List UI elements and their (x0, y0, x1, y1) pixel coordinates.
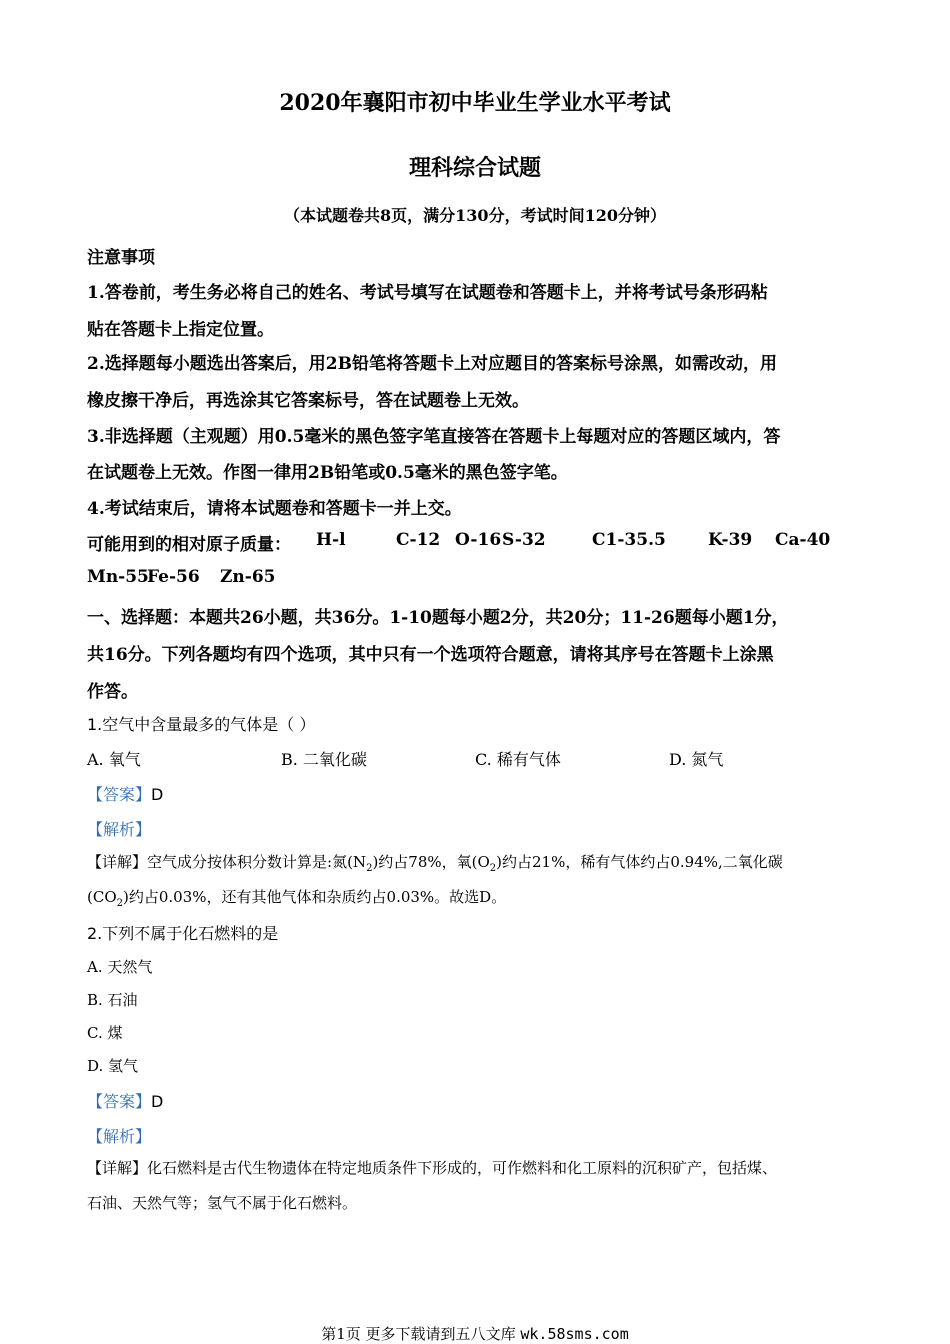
q1-detail-tag: 【详解】 (87, 853, 148, 871)
footer-site-link[interactable]: wk.58sms.com (520, 1325, 629, 1343)
section1-line2: 共16分。下列各题均有四个选项，其中只有一个选项符合题意，请将其序号在答题卡上涂黑 (87, 645, 774, 665)
q2-stem (87, 921, 278, 944)
q1-option-d: D. 氮气 (669, 750, 724, 769)
q1-answer-tag: 【答案】 (87, 785, 152, 804)
q1-option-b: B. 二氧化碳 (281, 750, 367, 769)
section1-line1: 一、选择题：本题共26小题，共36分。1-10题每小题2分，共20分；11-26题每小题1分， (87, 608, 789, 628)
exam-title: 2020年襄阳市初中毕业生学业水平考试 (279, 90, 671, 116)
q2-detail-line1 (87, 1157, 777, 1178)
atomic-s: S-32 (502, 530, 546, 550)
q1-detail-line2 (87, 886, 506, 909)
atomic-c: C-12 (396, 530, 441, 550)
q2-option-d: D. 氢气 (87, 1057, 139, 1075)
atomic-o: O-16 (455, 530, 502, 550)
exam-note: （本试题卷共8页，满分130分，考试时间120分钟） (284, 206, 666, 225)
q1-detail-text-a: 空气成分按体积分数计算是:氮(N (147, 853, 367, 871)
notice-item2-line2: 橡皮擦干净后，再选涂其它答案标号，答在试题卷上无效。 (87, 391, 529, 411)
atomic-h: H-l (316, 530, 346, 550)
q2-option-a: A. 天然气 (87, 958, 153, 976)
q1-option-c: C. 稀有气体 (475, 750, 561, 769)
notice-item4: 4.考试结束后，请将本试题卷和答题卡一并上交。 (87, 499, 462, 519)
q1-detail-text-c: )约占78%，氧(O (372, 853, 490, 871)
atomic-zn: Zn-65 (220, 567, 276, 587)
q2-number: 2. (87, 924, 103, 943)
q1-detail2-text-c: )约占0.03%，还有其他气体和杂质约占0.03%。故选D。 (123, 888, 507, 906)
atomic-cl: C1-35.5 (592, 530, 666, 550)
q2-stem-text: 下列不属于化石燃料的是 (102, 924, 279, 943)
atomic-k: K-39 (708, 530, 753, 550)
q2-detail-text: 化石燃料是古代生物遗体在特定地质条件下形成的，可作燃料和化工原料的沉积矿产，包括煤、 (147, 1159, 778, 1177)
q1-answer (87, 782, 163, 805)
q1-stem-text: 空气中含量最多的气体是（ ） (102, 715, 316, 734)
q2-detail-tag: 【详解】 (87, 1159, 148, 1177)
exam-subtitle: 理科综合试题 (408, 155, 541, 181)
atomic-mn: Mn-55 (87, 567, 149, 587)
q2-detail-line2: 石油、天然气等；氢气不属于化石燃料。 (87, 1194, 358, 1212)
q1-option-a: A. 氧气 (87, 750, 141, 769)
q1-detail-sub-o2: 2 (489, 863, 497, 874)
q2-answer-value: D (151, 1092, 164, 1111)
notice-heading: 注意事项 (87, 248, 155, 268)
notice-item3-line2: 在试题卷上无效。作图一律用2B铅笔或0.5毫米的黑色签字笔。 (87, 463, 568, 483)
page-footer (0, 1323, 950, 1344)
notice-item1-line1: 1.答卷前，考生务必将自己的姓名、考试号填写在试题卷和答题卡上，并将考试号条形码粘 (87, 283, 768, 303)
q1-answer-value: D (151, 785, 164, 804)
q2-answer-tag: 【答案】 (87, 1092, 152, 1111)
q1-analysis-tag: 【解析】 (87, 820, 152, 839)
q2-analysis-tag: 【解析】 (87, 1127, 152, 1146)
notice-item1-line2: 贴在答题卡上指定位置。 (87, 320, 274, 340)
q2-option-c: C. 煤 (87, 1024, 123, 1042)
q1-number: 1. (87, 715, 103, 734)
q2-option-b: B. 石油 (87, 991, 138, 1009)
q1-stem (87, 712, 315, 735)
q1-detail-sub-n2: 2 (366, 863, 373, 874)
atomic-ca: Ca-40 (775, 530, 831, 550)
q1-detail2-sub-co2: 2 (116, 898, 124, 909)
atomic-line1 (87, 530, 291, 555)
atomic-fe: Fe-56 (147, 567, 200, 587)
footer-page-text: 第1页 更多下载请到五八文库 (321, 1325, 516, 1343)
atomic-label: 可能用到的相对原子质量： (87, 535, 291, 555)
notice-item2-line1: 2.选择题每小题选出答案后，用2B铅笔将答题卡上对应题目的答案标号涂黑，如需改动，用 (87, 354, 777, 374)
notice-item3-line1: 3.非选择题（主观题）用0.5毫米的黑色签字笔直接答在答题卡上每题对应的答题区域内，答 (87, 427, 781, 447)
q1-detail-line1 (87, 851, 783, 874)
q1-detail2-text-a: (CO (87, 888, 117, 906)
q2-answer (87, 1089, 163, 1112)
section1-line3: 作答。 (87, 682, 138, 702)
q1-detail-text-e: )约占21%，稀有气体约占0.94%,二氧化碳 (496, 853, 783, 871)
